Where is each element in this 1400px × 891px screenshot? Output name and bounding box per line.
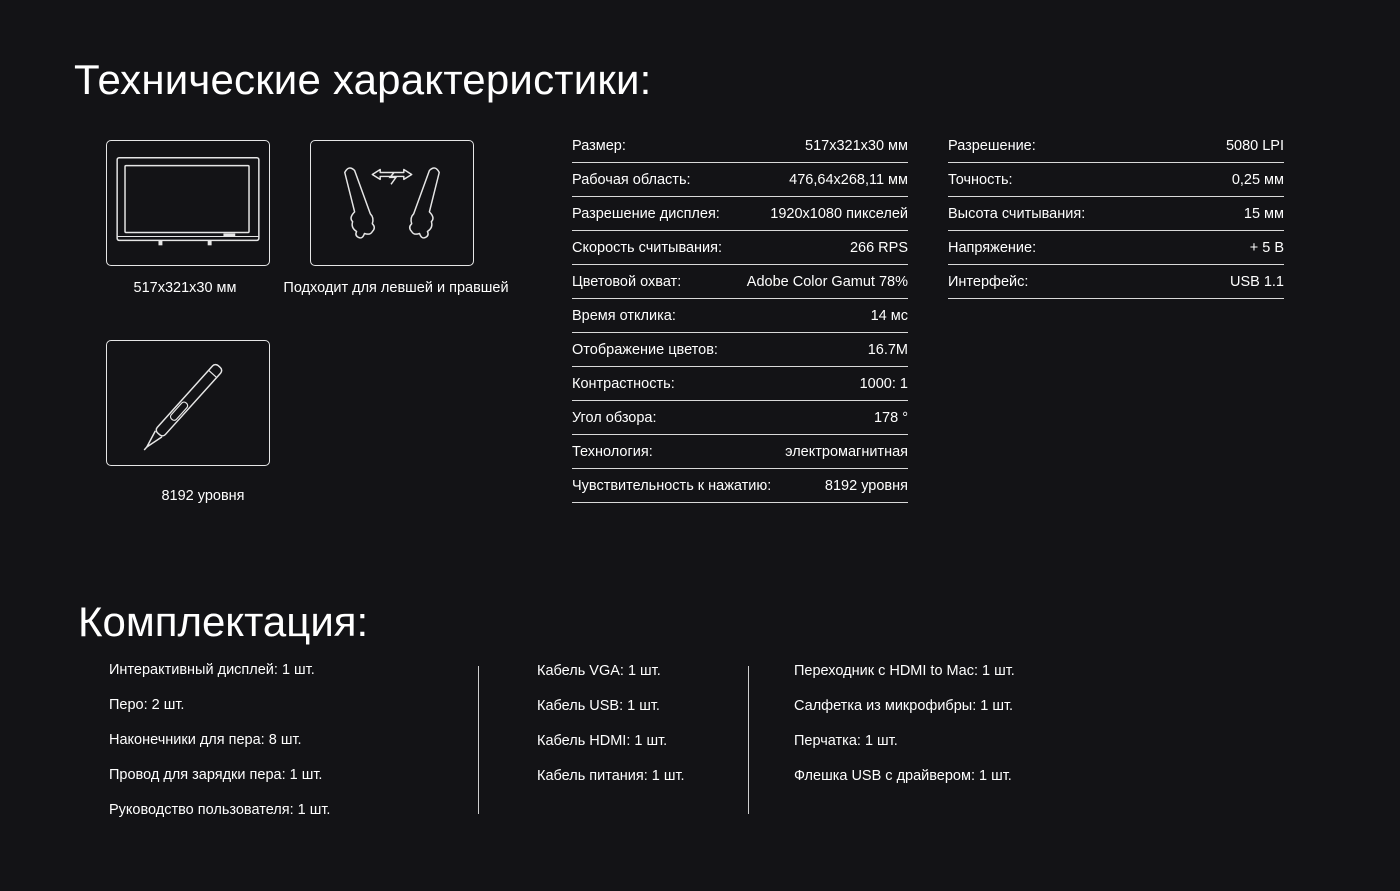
- kit-item: Кабель USB: 1 шт.: [537, 698, 660, 714]
- spec-label: Размер:: [572, 138, 626, 154]
- spec-label: Контрастность:: [572, 376, 675, 392]
- spec-row: [572, 436, 908, 469]
- kit-item: Флешка USB с драйвером: 1 шт.: [794, 768, 1012, 784]
- kit-item: Руководство пользователя: 1 шт.: [109, 802, 331, 818]
- feature-card-hands: [310, 140, 474, 266]
- spec-label: Разрешение дисплея:: [572, 206, 720, 222]
- spec-value: 8192 уровня: [824, 478, 908, 494]
- spec-row: [572, 232, 908, 265]
- kit-item: Кабель HDMI: 1 шт.: [537, 733, 668, 749]
- spec-label: Чувствительность к нажатию:: [572, 478, 772, 494]
- spec-row: [572, 402, 908, 435]
- spec-label: Отображение цветов:: [572, 342, 718, 358]
- kit-item: Перчатка: 1 шт.: [794, 733, 898, 749]
- spec-value: USB 1.1: [1230, 274, 1284, 290]
- spec-value: 178 °: [873, 410, 908, 426]
- spec-row: [948, 266, 1284, 299]
- kit-item: Салфетка из микрофибры: 1 шт.: [794, 698, 1014, 714]
- spec-label: Высота считывания:: [948, 206, 1086, 222]
- spec-value: электромагнитная: [785, 444, 908, 460]
- spec-row: [948, 130, 1284, 163]
- spec-row: [572, 470, 908, 503]
- kit-heading: Комплектация:: [78, 598, 369, 645]
- spec-label: Технология:: [572, 444, 653, 460]
- specs-heading: Технические характеристики:: [74, 56, 652, 103]
- kit-list-3: [794, 661, 1015, 801]
- kit-item: Перо: 2 шт.: [109, 697, 185, 713]
- spec-row: [572, 266, 908, 299]
- kit-divider: [748, 666, 749, 814]
- spec-value: 266 RPS: [849, 240, 908, 256]
- kit-item: Наконечники для пера: 8 шт.: [109, 732, 302, 748]
- spec-label: Точность:: [948, 172, 1013, 188]
- spec-row: [572, 334, 908, 367]
- spec-label: Угол обзора:: [572, 410, 657, 426]
- spec-row: [572, 300, 908, 333]
- spec-row: [948, 198, 1284, 231]
- spec-row: [948, 164, 1284, 197]
- spec-label: Рабочая область:: [572, 172, 691, 188]
- spec-label: Время отклика:: [572, 308, 676, 324]
- kit-list-2: [537, 661, 685, 801]
- monitor-icon: [107, 141, 269, 265]
- kit-divider: [478, 666, 479, 814]
- spec-label: Напряжение:: [948, 240, 1037, 256]
- spec-value: 5080 LPI: [1225, 138, 1284, 154]
- specs-table-display: [572, 130, 908, 504]
- spec-label: Интерфейс:: [948, 274, 1029, 290]
- spec-row: [572, 164, 908, 197]
- kit-item: Кабель питания: 1 шт.: [537, 768, 685, 784]
- feature-caption-pen: 8192 уровня: [161, 488, 245, 504]
- feature-card-pen: [106, 340, 270, 466]
- spec-value: 476,64x268,11 мм: [789, 172, 908, 188]
- feature-caption-size: 517x321x30 мм: [133, 280, 237, 296]
- spec-row: [572, 368, 908, 401]
- spec-row: [572, 130, 908, 163]
- kit-item: Интерактивный дисплей: 1 шт.: [109, 662, 315, 678]
- feature-caption-hands: Подходит для левшей и правшей: [283, 280, 509, 296]
- spec-value: 14 мс: [870, 308, 908, 324]
- spec-value: 1920x1080 пикселей: [770, 206, 908, 222]
- hands-icon: [311, 141, 473, 265]
- spec-label: Разрешение:: [948, 138, 1036, 154]
- spec-value: 1000: 1: [859, 376, 908, 392]
- spec-value: 16.7M: [867, 342, 908, 358]
- spec-value: Adobe Color Gamut 78%: [746, 274, 908, 290]
- spec-label: Цветовой охват:: [572, 274, 682, 290]
- spec-row: [948, 232, 1284, 265]
- spec-row: [572, 198, 908, 231]
- specs-table-tablet: [948, 130, 1284, 300]
- spec-value: + 5 В: [1249, 240, 1284, 256]
- spec-value: 517x321x30 мм: [805, 138, 908, 154]
- pen-icon: [107, 341, 269, 465]
- kit-item: Переходник с HDMI to Mac: 1 шт.: [794, 663, 1015, 679]
- spec-label: Скорость считывания:: [572, 240, 723, 256]
- spec-value: 15 мм: [1243, 206, 1284, 222]
- kit-item: Провод для зарядки пера: 1 шт.: [109, 767, 323, 783]
- spec-value: 0,25 мм: [1231, 172, 1284, 188]
- feature-card-size: [106, 140, 270, 266]
- kit-item: Кабель VGA: 1 шт.: [537, 663, 661, 679]
- kit-list-1: [109, 660, 330, 835]
